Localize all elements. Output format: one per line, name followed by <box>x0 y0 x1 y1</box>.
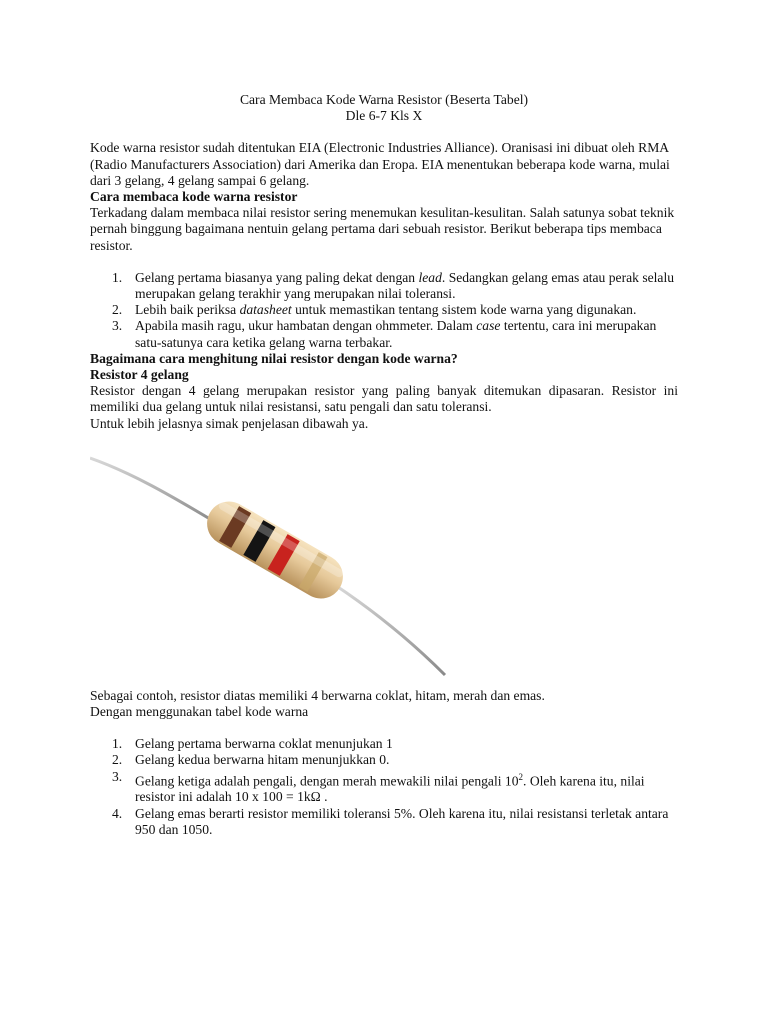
resistor-image <box>90 450 450 680</box>
using-table-paragraph: Dengan menggunakan tabel kode warna <box>90 704 309 720</box>
four-band-paragraph: Resistor dengan 4 gelang merupakan resistor yang paling banyak ditemukan dipasaran. Resistor ini memiliki dua gelang untuk nilai resistansi, satu pengali dan satu toleransi. <box>90 383 678 415</box>
tips-intro-paragraph: Terkadang dalam membaca nilai resistor sering menemukan kesulitan-kesulitan. Salah satunya sobat teknik pernah binggung bagaimana nentuin gelang pertama dari sebuah resistor. Berikut beberapa tips membaca resistor. <box>90 205 675 253</box>
resistor-body <box>199 493 351 606</box>
list-item: 3. Gelang ketiga adalah pengali, dengan merah mewakili nilai pengali $10^2$. Oleh karena itu, nilai resistor ini adalah 10 x 100 = 1kΩ . <box>112 768 645 805</box>
tips-list <box>90 270 678 351</box>
intro-paragraph: Kode warna resistor sudah ditentukan EIA (Electronic Industries Alliance). Oranisasi ini dibuat oleh RMA (Radio Manufacturers Association) dari Amerika dan Eropa. EIA menentukan beberapa kode warna, mulai dari 3 gelang, 4 gelang sampai 6 gelang. <box>90 140 670 188</box>
list-item: 1. Gelang pertama berwarna coklat menunjukan 1 <box>112 736 393 752</box>
steps-list <box>90 736 678 838</box>
list-item: 3. Apabila masih ragu, ukur hambatan dengan ohmmeter. Dalam case tertentu, cara ini merupakan satu-satunya cara ketika gelang warna terbakar. <box>112 318 657 350</box>
example-paragraph: Sebagai contoh, resistor diatas memiliki 4 berwarna coklat, hitam, merah dan emas. <box>90 687 545 703</box>
doc-subtitle: Dle 6-7 Kls X <box>345 108 423 124</box>
list-item: 2. Gelang kedua berwarna hitam menunjukkan 0. <box>112 752 390 768</box>
document-page <box>90 92 678 838</box>
heading-read-color-code: Cara membaca kode warna resistor <box>90 189 298 205</box>
doc-title: Cara Membaca Kode Warna Resistor (Beserta Tabel) <box>239 92 529 107</box>
heading-4-band-resistor: Resistor 4 gelang <box>90 367 189 383</box>
list-item: 4. Gelang emas berarti resistor memiliki toleransi 5%. Oleh karena itu, nilai resistansi terletak antara 950 dan 1050. <box>112 805 669 837</box>
resistor-illustration <box>90 450 450 680</box>
left-lead <box>90 458 215 522</box>
heading-calculate-value: Bagaimana cara menghitung nilai resistor dengan kode warna? <box>90 350 458 366</box>
list-item: 1. Gelang pertama biasanya yang paling dekat dengan lead. Sedangkan gelang emas atau perak selalu merupakan gelang terakhir yang merupakan nilai toleransi. <box>112 269 675 302</box>
see-below-paragraph: Untuk lebih jelasnya simak penjelasan dibawah ya. <box>90 415 369 431</box>
list-item: 2. Lebih baik periksa datasheet untuk memastikan tentang sistem kode warna yang digunakan. <box>112 302 637 318</box>
right-lead <box>335 585 445 675</box>
